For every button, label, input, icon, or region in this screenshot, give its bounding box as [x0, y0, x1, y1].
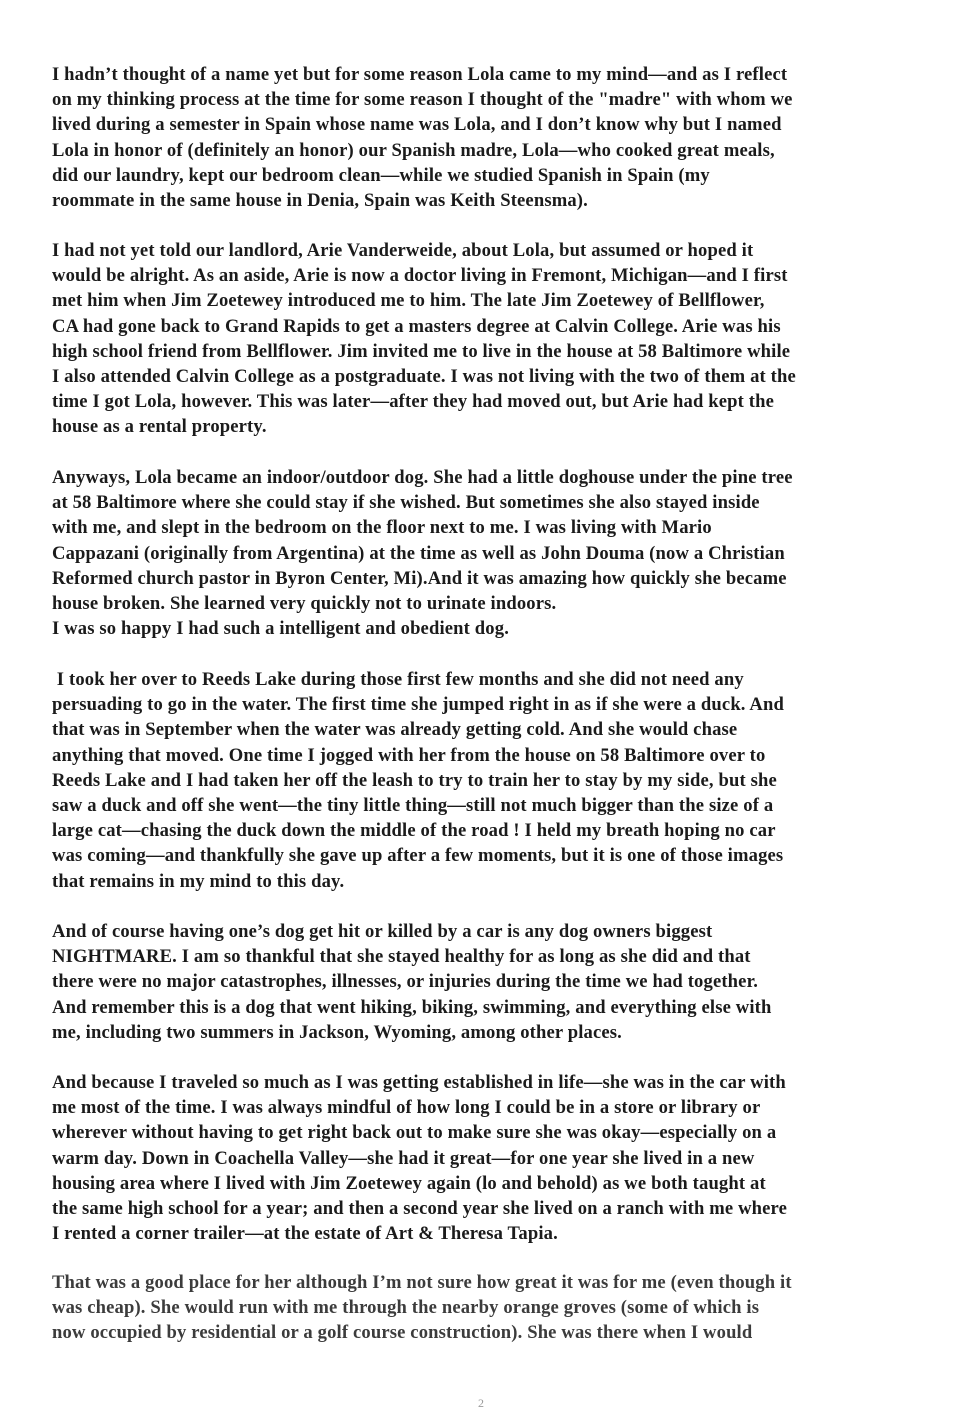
text-line: I hadn’t thought of a name yet but for some reason Lola came to my mind—and as I reflect: [52, 64, 788, 85]
text-line: me most of the time. I was always mindful of how long I could be in a store or library or: [52, 1097, 761, 1119]
text-line: did our laundry, kept our bedroom clean—while we studied Spanish in Spain (my: [52, 164, 710, 186]
text-line: I rented a corner trailer—at the estate of Art & Theresa Tapia.: [52, 1223, 558, 1245]
text-line: housing area where I lived with Jim Zoetewey again (lo and behold) as we both taught at: [52, 1172, 766, 1194]
paragraph-reeds-lake: [52, 667, 932, 894]
paragraph-nightmare: [52, 919, 932, 1045]
text-line: Reformed church pastor in Byron Center, Mi).And it was amazing how quickly she became: [52, 567, 787, 589]
text-line: on my thinking process at the time for some reason I thought of the "madre" with whom we: [52, 89, 793, 111]
text-line: was coming—and thankfully she gave up after a few moments, but it is one of those images: [52, 845, 784, 867]
text-line: I had not yet told our landlord, Arie Vanderweide, about Lola, but assumed or hoped it: [52, 240, 754, 261]
text-line: And of course having one’s dog get hit or killed by a car is any dog owners biggest: [52, 921, 713, 942]
text-line: met him when Jim Zoetewey introduced me to him. The late Jim Zoetewey of Bellflower,: [52, 290, 765, 312]
text-line: I was so happy I had such a intelligent and obedient dog.: [52, 618, 509, 640]
text-line: Anyways, Lola became an indoor/outdoor dog. She had a little doghouse under the pine tree: [52, 467, 793, 488]
text-line: wherever without having to get right back out to make sure she was okay—especially on a: [52, 1122, 777, 1144]
text-line: was cheap). She would run with me through the nearby orange groves (some of which is: [52, 1297, 760, 1319]
paragraph-landlord: [52, 238, 932, 440]
text-line: lived during a semester in Spain whose name was Lola, and I don’t know why but I named: [52, 114, 782, 136]
text-line: at 58 Baltimore where she could stay if she wished. But sometimes she also stayed inside: [52, 492, 760, 514]
text-line: time I got Lola, however. This was later—after they had moved out, but Arie had kept the: [52, 391, 774, 413]
text-line: That was a good place for her although I’m not sure how great it was for me (even though it: [52, 1272, 792, 1293]
text-line: house broken. She learned very quickly not to urinate indoors.: [52, 593, 557, 615]
paragraph-lola-name: [52, 62, 932, 213]
text-line: NIGHTMARE. I am so thankful that she stayed healthy for as long as she did and that: [52, 946, 751, 968]
paragraph-ranch: [52, 1270, 932, 1346]
text-line: large cat—chasing the duck down the middle of the road ! I held my breath hoping no car: [52, 820, 776, 842]
text-line: Reeds Lake and I had taken her off the leash to try to train her to stay by my side, but she: [52, 769, 777, 791]
text-line: that remains in my mind to this day.: [52, 870, 345, 892]
text-line: now occupied by residential or a golf course construction). She was there when I would: [52, 1322, 753, 1344]
text-line: I also attended Calvin College as a postgraduate. I was not living with the two of them at the: [52, 366, 796, 388]
text-line: high school friend from Bellflower. Jim invited me to live in the house at 58 Baltimore while: [52, 340, 791, 362]
text-line: that was in September when the water was already getting cold. And she would chase: [52, 719, 738, 741]
text-line: the same high school for a year; and then a second year she lived on a ranch with me where: [52, 1198, 788, 1220]
text-line: I took her over to Reeds Lake during those first few months and she did not need any: [52, 669, 744, 690]
text-line: me, including two summers in Jackson, Wyoming, among other places.: [52, 1021, 622, 1043]
text-line: Cappazani (originally from Argentina) at the time as well as John Douma (now a Christian: [52, 542, 785, 564]
text-line: would be alright. As an aside, Arie is now a doctor living in Fremont, Michigan—and I first: [52, 265, 788, 287]
page-number: 2: [478, 1396, 484, 1410]
text-line: house as a rental property.: [52, 416, 267, 438]
text-line: there were no major catastrophes, illnesses, or injuries during the time we had together.: [52, 971, 759, 993]
paragraph-indoor-outdoor: [52, 465, 932, 641]
paragraph-travel: [52, 1070, 932, 1246]
text-line: Lola in honor of (definitely an honor) our Spanish madre, Lola—who cooked great meals,: [52, 139, 775, 161]
text-line: with me, and slept in the bedroom on the floor next to me. I was living with Mario: [52, 517, 712, 539]
text-line: anything that moved. One time I jogged with her from the house on 58 Baltimore over to: [52, 744, 766, 766]
text-line: And remember this is a dog that went hiking, biking, swimming, and everything else with: [52, 996, 772, 1018]
text-line: And because I traveled so much as I was getting established in life—she was in the car with: [52, 1072, 786, 1093]
text-line: warm day. Down in Coachella Valley—she had it great—for one year she lived in a new: [52, 1147, 755, 1169]
text-line: saw a duck and off she went—the tiny little thing—still not much bigger than the size of a: [52, 795, 774, 817]
text-line: CA had gone back to Grand Rapids to get a masters degree at Calvin College. Arie was his: [52, 315, 781, 337]
text-line: roommate in the same house in Denia, Spain was Keith Steensma).: [52, 190, 588, 212]
text-line: persuading to go in the water. The first time she jumped right in as if she were a duck. And: [52, 694, 784, 716]
